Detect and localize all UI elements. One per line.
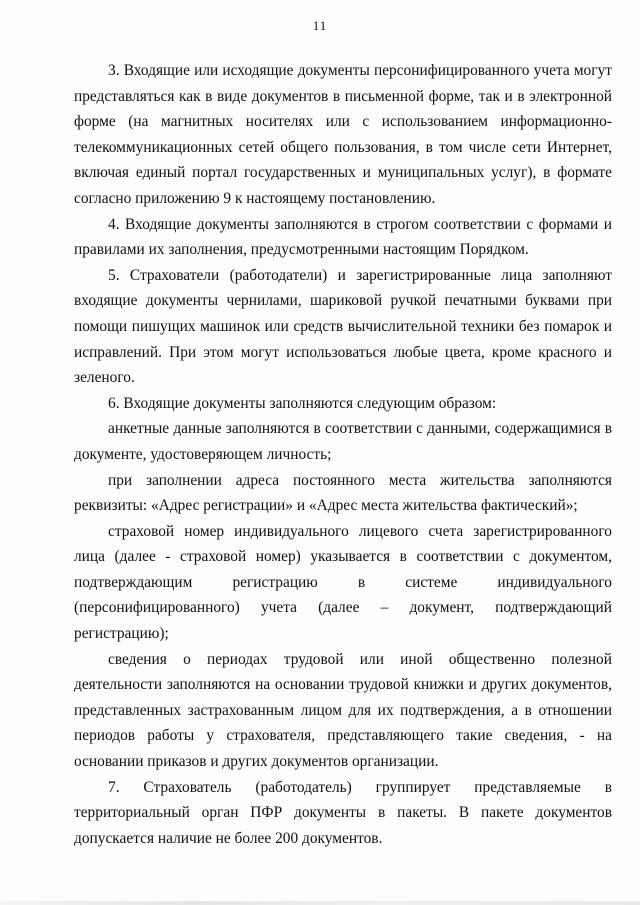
paragraph-personal-data: анкетные данные заполняются в соответствии с данными, содержащимися в документе, удостоверяющем личность;: [74, 420, 612, 463]
paragraph-item-4: 4. Входящие документы заполняются в строгом соответствии с формами и правилами их заполнения, предусмотренными настоящим Порядком.: [74, 215, 612, 259]
paragraph-item-7: 7. Страхователь (работодатель) группирует представляемые в территориальный орган ПФР документы в пакеты. В пакете документов допускается наличие не более 200 документов.: [74, 778, 612, 847]
scan-edge: [0, 901, 640, 905]
page-number: 11: [312, 18, 328, 33]
paragraph-item-3: 3. Входящие или исходящие документы персонифицированного учета могут представляться как в виде документов в письменной форме, так и в электронной форме (на магнитных носителях или с использованием информационно-телекоммуникационных сетей общего пользования, в том числе сети Интернет, включая единый портал государственных и муниципальных услуг), в формате согласно приложению 9 к настоящему постановлению.: [74, 62, 612, 207]
paragraph-address: при заполнении адреса постоянного места жительства заполняются реквизиты: «Адрес регистрации» и «Адрес места жительства фактический»;: [74, 471, 612, 515]
document-body: [74, 58, 612, 851]
paragraph-insurance-number: страховой номер индивидуального лицевого счета зарегистрированного лица (далее - страховой номер) указывается в соответствии с документом, подтверждающим регистрацию в системе индивидуального (персонифицированного) учета (далее – документ, подтверждающий регистрацию);: [74, 522, 612, 643]
paragraph-work-periods: сведения о периодах трудовой или иной общественно полезной деятельности заполняются на основании трудовой книжки и других документов, представленных застрахованным лицом для их подтверждения, а в отношении периодов работы у страхователя, представляющего такие сведения, - на основании приказов и других документов организации.: [74, 650, 612, 771]
paragraph-item-6: 6. Входящие документы заполняются следующим образом:: [108, 394, 497, 412]
paragraph-item-5: 5. Страхователи (работодатели) и зарегистрированные лица заполняют входящие документы чернилами, шариковой ручкой печатными буквами при помощи пишущих машинок или средств вычислительной техники без помарок и исправлений. При этом могут использоваться любые цвета, кроме красного и зеленого.: [74, 266, 612, 387]
